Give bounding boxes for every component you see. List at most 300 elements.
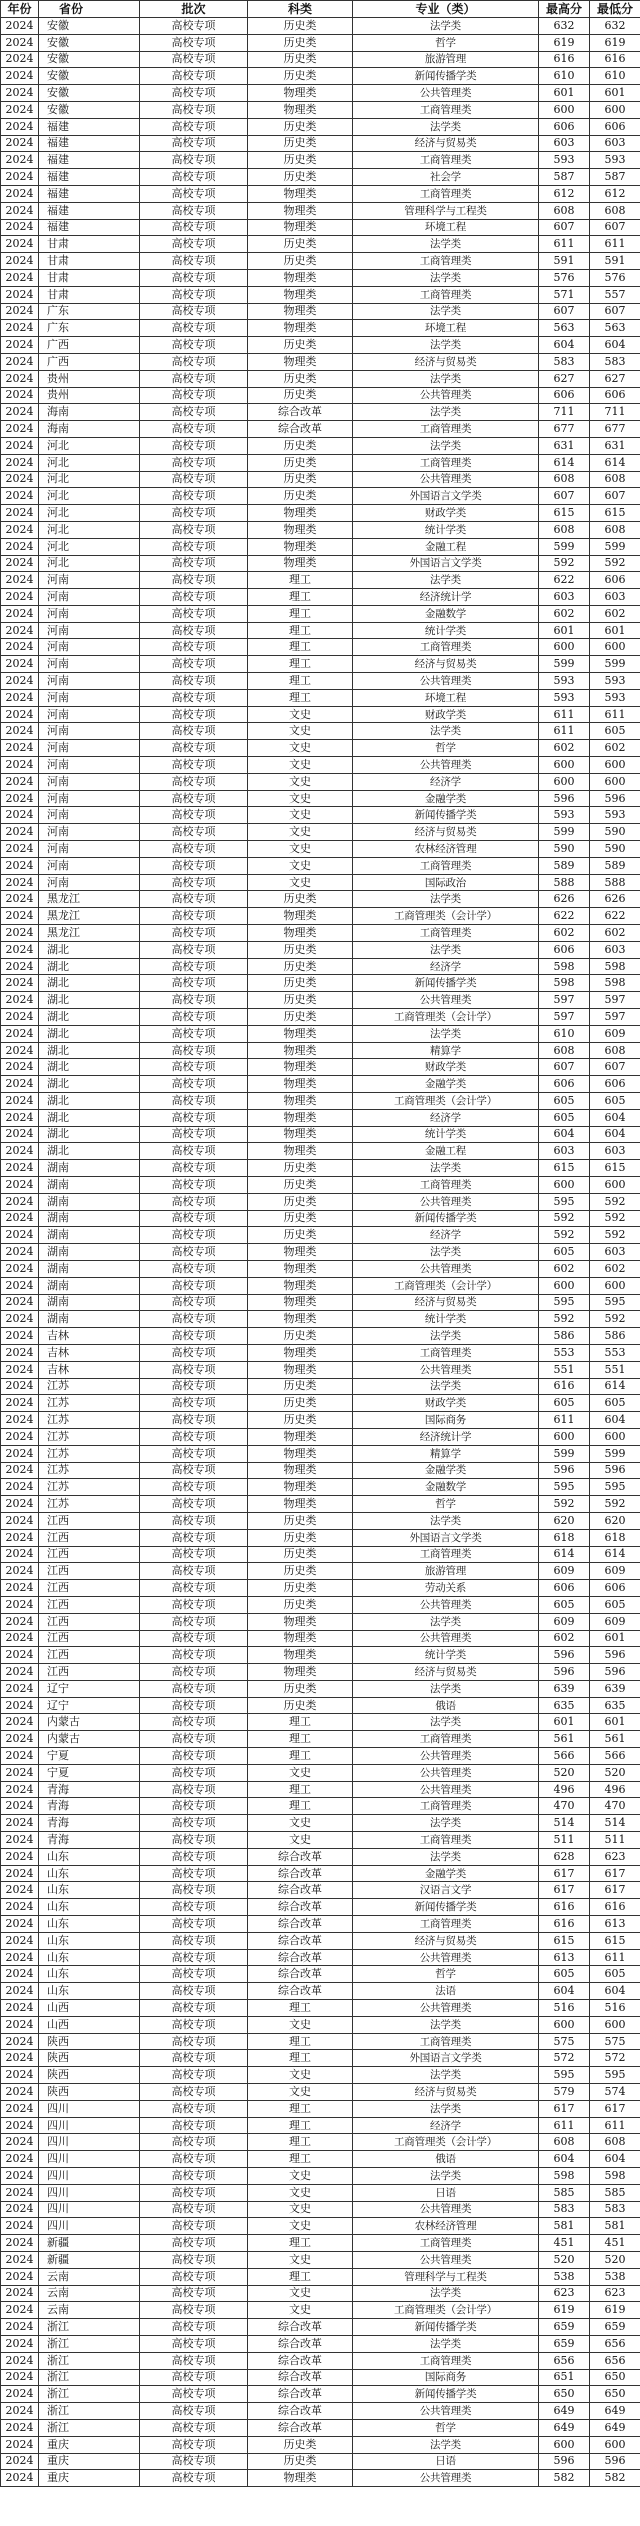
cell-province: 黑龙江: [39, 908, 140, 925]
cell-max-score: 628: [539, 1848, 590, 1865]
table-row: [1, 773, 640, 790]
cell-min-score: 616: [590, 51, 640, 68]
table-row: [1, 1664, 640, 1681]
cell-year: 2024: [1, 1647, 39, 1664]
table-row: [1, 1076, 640, 1093]
cell-year: 2024: [1, 941, 39, 958]
cell-batch: 高校专项: [140, 1260, 248, 1277]
cell-province: 福建: [39, 202, 140, 219]
cell-batch: 高校专项: [140, 1899, 248, 1916]
cell-year: 2024: [1, 286, 39, 303]
cell-subject-category: 文史: [248, 2067, 353, 2084]
cell-subject-category: 物理类: [248, 1361, 353, 1378]
cell-year: 2024: [1, 1126, 39, 1143]
cell-subject-category: 物理类: [248, 1025, 353, 1042]
cell-major: 哲学: [353, 2419, 539, 2436]
cell-subject-category: 理工: [248, 2100, 353, 2117]
cell-subject-category: 理工: [248, 2134, 353, 2151]
cell-min-score: 596: [590, 2453, 640, 2470]
cell-subject-category: 综合改革: [248, 2352, 353, 2369]
cell-min-score: 566: [590, 1748, 640, 1765]
table-row: [1, 1680, 640, 1697]
cell-max-score: 583: [539, 353, 590, 370]
cell-subject-category: 历史类: [248, 992, 353, 1009]
cell-province: 甘肃: [39, 286, 140, 303]
cell-major: 法学类: [353, 1378, 539, 1395]
table-row: [1, 790, 640, 807]
cell-province: 宁夏: [39, 1764, 140, 1781]
cell-province: 河南: [39, 673, 140, 690]
cell-batch: 高校专项: [140, 1664, 248, 1681]
cell-major: 工商管理类: [353, 101, 539, 118]
cell-province: 湖北: [39, 1109, 140, 1126]
cell-min-score: 609: [590, 1613, 640, 1630]
cell-province: 湖南: [39, 1227, 140, 1244]
cell-min-score: 649: [590, 2403, 640, 2420]
cell-max-score: 620: [539, 1512, 590, 1529]
header-year: 年份: [1, 1, 39, 18]
cell-subject-category: 历史类: [248, 1328, 353, 1345]
table-row: [1, 1042, 640, 1059]
cell-max-score: 604: [539, 1983, 590, 2000]
cell-max-score: 614: [539, 1546, 590, 1563]
cell-max-score: 514: [539, 1815, 590, 1832]
cell-max-score: 612: [539, 185, 590, 202]
cell-batch: 高校专项: [140, 1512, 248, 1529]
cell-year: 2024: [1, 2335, 39, 2352]
cell-min-score: 623: [590, 1848, 640, 1865]
cell-subject-category: 物理类: [248, 1479, 353, 1496]
cell-major: 统计学类: [353, 622, 539, 639]
cell-max-score: 611: [539, 2117, 590, 2134]
cell-province: 四川: [39, 2218, 140, 2235]
cell-batch: 高校专项: [140, 68, 248, 85]
cell-major: 财政学类: [353, 1059, 539, 1076]
cell-year: 2024: [1, 1916, 39, 1933]
table-row: [1, 2033, 640, 2050]
cell-min-score: 610: [590, 68, 640, 85]
cell-batch: 高校专项: [140, 2201, 248, 2218]
cell-min-score: 588: [590, 874, 640, 891]
cell-province: 安徽: [39, 101, 140, 118]
cell-year: 2024: [1, 2100, 39, 2117]
cell-province: 青海: [39, 1798, 140, 1815]
cell-min-score: 598: [590, 2168, 640, 2185]
cell-batch: 高校专项: [140, 1983, 248, 2000]
cell-batch: 高校专项: [140, 1093, 248, 1110]
cell-batch: 高校专项: [140, 1949, 248, 1966]
cell-batch: 高校专项: [140, 101, 248, 118]
cell-subject-category: 理工: [248, 589, 353, 606]
cell-province: 河南: [39, 740, 140, 757]
cell-min-score: 575: [590, 2033, 640, 2050]
table-row: [1, 1462, 640, 1479]
cell-min-score: 605: [590, 1093, 640, 1110]
table-row: [1, 2134, 640, 2151]
cell-province: 四川: [39, 2184, 140, 2201]
cell-min-score: 602: [590, 1260, 640, 1277]
cell-min-score: 600: [590, 1428, 640, 1445]
cell-max-score: 599: [539, 824, 590, 841]
cell-province: 河南: [39, 773, 140, 790]
cell-province: 甘肃: [39, 236, 140, 253]
cell-subject-category: 文史: [248, 790, 353, 807]
cell-batch: 高校专项: [140, 2184, 248, 2201]
cell-year: 2024: [1, 689, 39, 706]
cell-major: 工商管理类: [353, 454, 539, 471]
table-row: [1, 1227, 640, 1244]
cell-max-score: 601: [539, 85, 590, 102]
cell-batch: 高校专项: [140, 572, 248, 589]
table-row: [1, 1512, 640, 1529]
cell-major: 哲学: [353, 1966, 539, 1983]
cell-province: 海南: [39, 404, 140, 421]
cell-major: 新闻传播学类: [353, 2319, 539, 2336]
cell-min-score: 639: [590, 1680, 640, 1697]
cell-max-score: 603: [539, 135, 590, 152]
cell-min-score: 520: [590, 2251, 640, 2268]
cell-max-score: 677: [539, 421, 590, 438]
cell-subject-category: 历史类: [248, 1529, 353, 1546]
cell-year: 2024: [1, 605, 39, 622]
cell-batch: 高校专项: [140, 2419, 248, 2436]
cell-major: 金融数学: [353, 605, 539, 622]
table-row: [1, 2000, 640, 2017]
cell-province: 浙江: [39, 2319, 140, 2336]
cell-min-score: 604: [590, 337, 640, 354]
cell-batch: 高校专项: [140, 1764, 248, 1781]
cell-batch: 高校专项: [140, 589, 248, 606]
cell-province: 湖北: [39, 941, 140, 958]
cell-min-score: 593: [590, 689, 640, 706]
cell-max-score: 589: [539, 857, 590, 874]
cell-major: 金融数学: [353, 1479, 539, 1496]
table-row: [1, 51, 640, 68]
cell-year: 2024: [1, 521, 39, 538]
cell-province: 江西: [39, 1613, 140, 1630]
cell-batch: 高校专项: [140, 1210, 248, 1227]
cell-province: 浙江: [39, 2369, 140, 2386]
cell-province: 山东: [39, 1882, 140, 1899]
cell-batch: 高校专项: [140, 2134, 248, 2151]
table-row: [1, 236, 640, 253]
cell-min-score: 604: [590, 1126, 640, 1143]
cell-batch: 高校专项: [140, 841, 248, 858]
cell-year: 2024: [1, 269, 39, 286]
table-row: [1, 740, 640, 757]
cell-year: 2024: [1, 2235, 39, 2252]
cell-subject-category: 文史: [248, 2168, 353, 2185]
cell-province: 山东: [39, 1865, 140, 1882]
cell-max-score: 598: [539, 2168, 590, 2185]
cell-max-score: 616: [539, 1378, 590, 1395]
cell-province: 浙江: [39, 2335, 140, 2352]
cell-batch: 高校专项: [140, 1244, 248, 1261]
cell-subject-category: 历史类: [248, 1412, 353, 1429]
cell-batch: 高校专项: [140, 1395, 248, 1412]
table-row: [1, 2335, 640, 2352]
table-row: [1, 1244, 640, 1261]
cell-max-score: 520: [539, 1764, 590, 1781]
cell-subject-category: 理工: [248, 1781, 353, 1798]
cell-province: 浙江: [39, 2386, 140, 2403]
table-row: [1, 1932, 640, 1949]
cell-batch: 高校专项: [140, 857, 248, 874]
cell-subject-category: 历史类: [248, 1395, 353, 1412]
cell-province: 吉林: [39, 1344, 140, 1361]
cell-batch: 高校专项: [140, 421, 248, 438]
cell-max-score: 590: [539, 841, 590, 858]
cell-batch: 高校专项: [140, 2000, 248, 2017]
cell-batch: 高校专项: [140, 1025, 248, 1042]
cell-max-score: 659: [539, 2335, 590, 2352]
cell-batch: 高校专项: [140, 51, 248, 68]
cell-year: 2024: [1, 2419, 39, 2436]
cell-subject-category: 综合改革: [248, 2419, 353, 2436]
cell-province: 内蒙古: [39, 1731, 140, 1748]
cell-subject-category: 文史: [248, 2285, 353, 2302]
table-row: [1, 404, 640, 421]
cell-major: 法学类: [353, 18, 539, 35]
cell-min-score: 611: [590, 236, 640, 253]
cell-max-score: 626: [539, 891, 590, 908]
cell-year: 2024: [1, 505, 39, 522]
cell-min-score: 602: [590, 740, 640, 757]
cell-province: 陕西: [39, 2050, 140, 2067]
cell-year: 2024: [1, 1059, 39, 1076]
cell-max-score: 607: [539, 219, 590, 236]
cell-max-score: 711: [539, 404, 590, 421]
cell-major: 金融学类: [353, 1865, 539, 1882]
cell-province: 山东: [39, 1966, 140, 1983]
cell-year: 2024: [1, 18, 39, 35]
cell-subject-category: 综合改革: [248, 1899, 353, 1916]
cell-batch: 高校专项: [140, 471, 248, 488]
cell-province: 河南: [39, 807, 140, 824]
cell-province: 青海: [39, 1832, 140, 1849]
cell-province: 安徽: [39, 34, 140, 51]
cell-subject-category: 物理类: [248, 1428, 353, 1445]
cell-province: 江西: [39, 1647, 140, 1664]
cell-batch: 高校专项: [140, 1697, 248, 1714]
cell-max-score: 608: [539, 521, 590, 538]
cell-subject-category: 文史: [248, 773, 353, 790]
cell-year: 2024: [1, 2050, 39, 2067]
cell-min-score: 606: [590, 572, 640, 589]
cell-major: 财政学类: [353, 1395, 539, 1412]
cell-major: 农林经济管理: [353, 841, 539, 858]
table-row: [1, 1596, 640, 1613]
cell-subject-category: 文史: [248, 2251, 353, 2268]
cell-province: 黑龙江: [39, 891, 140, 908]
cell-subject-category: 理工: [248, 1798, 353, 1815]
cell-province: 湖南: [39, 1311, 140, 1328]
cell-province: 河南: [39, 572, 140, 589]
cell-min-score: 609: [590, 1563, 640, 1580]
cell-min-score: 599: [590, 538, 640, 555]
cell-min-score: 602: [590, 605, 640, 622]
cell-min-score: 659: [590, 2319, 640, 2336]
cell-year: 2024: [1, 1479, 39, 1496]
cell-major: 法学类: [353, 2335, 539, 2352]
header-province: 省份: [39, 1, 140, 18]
table-row: [1, 589, 640, 606]
cell-batch: 高校专项: [140, 975, 248, 992]
cell-province: 河北: [39, 471, 140, 488]
cell-batch: 高校专项: [140, 1916, 248, 1933]
cell-major: 俄语: [353, 2151, 539, 2168]
cell-max-score: 566: [539, 1748, 590, 1765]
cell-major: 社会学: [353, 169, 539, 186]
cell-min-score: 596: [590, 1462, 640, 1479]
table-row: [1, 673, 640, 690]
cell-min-score: 592: [590, 1210, 640, 1227]
header-max-score: 最高分: [539, 1, 590, 18]
cell-year: 2024: [1, 656, 39, 673]
cell-max-score: 611: [539, 706, 590, 723]
cell-year: 2024: [1, 454, 39, 471]
cell-max-score: 606: [539, 118, 590, 135]
cell-max-score: 602: [539, 1260, 590, 1277]
cell-province: 湖北: [39, 1126, 140, 1143]
table-row: [1, 2319, 640, 2336]
cell-batch: 高校专项: [140, 152, 248, 169]
cell-year: 2024: [1, 1042, 39, 1059]
cell-province: 辽宁: [39, 1680, 140, 1697]
table-row: [1, 1428, 640, 1445]
cell-major: 公共管理类: [353, 1630, 539, 1647]
table-row: [1, 891, 640, 908]
cell-max-score: 617: [539, 2100, 590, 2117]
cell-min-score: 596: [590, 790, 640, 807]
cell-province: 浙江: [39, 2352, 140, 2369]
cell-min-score: 614: [590, 454, 640, 471]
cell-min-score: 520: [590, 1764, 640, 1781]
cell-max-score: 613: [539, 1949, 590, 1966]
cell-min-score: 551: [590, 1361, 640, 1378]
cell-subject-category: 理工: [248, 622, 353, 639]
table-row: [1, 68, 640, 85]
cell-batch: 高校专项: [140, 169, 248, 186]
cell-max-score: 592: [539, 1311, 590, 1328]
cell-subject-category: 物理类: [248, 1462, 353, 1479]
cell-province: 江西: [39, 1529, 140, 1546]
cell-subject-category: 历史类: [248, 51, 353, 68]
cell-min-score: 615: [590, 1160, 640, 1177]
cell-max-score: 606: [539, 1076, 590, 1093]
cell-major: 公共管理类: [353, 387, 539, 404]
cell-min-score: 598: [590, 958, 640, 975]
cell-subject-category: 物理类: [248, 1260, 353, 1277]
cell-min-score: 627: [590, 370, 640, 387]
cell-year: 2024: [1, 757, 39, 774]
cell-min-score: 626: [590, 891, 640, 908]
cell-year: 2024: [1, 488, 39, 505]
table-row: [1, 706, 640, 723]
cell-major: 法学类: [353, 2168, 539, 2185]
cell-province: 湖北: [39, 1059, 140, 1076]
cell-major: 精算学: [353, 1042, 539, 1059]
cell-subject-category: 理工: [248, 639, 353, 656]
cell-max-score: 605: [539, 1395, 590, 1412]
cell-batch: 高校专项: [140, 1143, 248, 1160]
cell-subject-category: 物理类: [248, 1143, 353, 1160]
cell-batch: 高校专项: [140, 2168, 248, 2185]
cell-major: 环境工程: [353, 219, 539, 236]
cell-province: 江苏: [39, 1445, 140, 1462]
cell-major: 统计学类: [353, 1311, 539, 1328]
table-row: [1, 2352, 640, 2369]
cell-min-score: 595: [590, 2067, 640, 2084]
cell-max-score: 592: [539, 1227, 590, 1244]
cell-subject-category: 历史类: [248, 891, 353, 908]
cell-subject-category: 历史类: [248, 152, 353, 169]
cell-subject-category: 综合改革: [248, 2403, 353, 2420]
table-row: [1, 1009, 640, 1026]
cell-subject-category: 物理类: [248, 1059, 353, 1076]
cell-min-score: 605: [590, 1596, 640, 1613]
cell-subject-category: 物理类: [248, 1126, 353, 1143]
table-row: [1, 1697, 640, 1714]
cell-batch: 高校专项: [140, 790, 248, 807]
cell-province: 甘肃: [39, 253, 140, 270]
cell-year: 2024: [1, 85, 39, 102]
cell-batch: 高校专项: [140, 2117, 248, 2134]
cell-major: 经济与贸易类: [353, 656, 539, 673]
cell-subject-category: 物理类: [248, 1109, 353, 1126]
cell-major: 经济与贸易类: [353, 824, 539, 841]
table-row: [1, 1580, 640, 1597]
cell-min-score: 553: [590, 1344, 640, 1361]
table-row: [1, 2016, 640, 2033]
cell-major: 公共管理类: [353, 2251, 539, 2268]
cell-batch: 高校专项: [140, 1311, 248, 1328]
cell-province: 河南: [39, 689, 140, 706]
cell-major: 环境工程: [353, 320, 539, 337]
table-row: [1, 1882, 640, 1899]
cell-subject-category: 历史类: [248, 34, 353, 51]
cell-subject-category: 综合改革: [248, 2369, 353, 2386]
cell-major: 公共管理类: [353, 1748, 539, 1765]
cell-max-score: 607: [539, 303, 590, 320]
table-row: [1, 269, 640, 286]
cell-min-score: 711: [590, 404, 640, 421]
cell-subject-category: 历史类: [248, 370, 353, 387]
cell-year: 2024: [1, 1244, 39, 1261]
cell-year: 2024: [1, 320, 39, 337]
cell-province: 湖北: [39, 1042, 140, 1059]
cell-province: 河北: [39, 538, 140, 555]
table-row: [1, 169, 640, 186]
cell-major: 法学类: [353, 303, 539, 320]
cell-province: 江西: [39, 1563, 140, 1580]
cell-province: 山东: [39, 1848, 140, 1865]
cell-min-score: 592: [590, 555, 640, 572]
cell-year: 2024: [1, 639, 39, 656]
cell-year: 2024: [1, 790, 39, 807]
cell-province: 广东: [39, 320, 140, 337]
cell-min-score: 608: [590, 471, 640, 488]
cell-major: 法学类: [353, 2067, 539, 2084]
table-row: [1, 689, 640, 706]
cell-max-score: 619: [539, 2302, 590, 2319]
cell-max-score: 608: [539, 1042, 590, 1059]
table-row: [1, 202, 640, 219]
cell-year: 2024: [1, 101, 39, 118]
table-row: [1, 1781, 640, 1798]
cell-year: 2024: [1, 2403, 39, 2420]
cell-subject-category: 历史类: [248, 941, 353, 958]
